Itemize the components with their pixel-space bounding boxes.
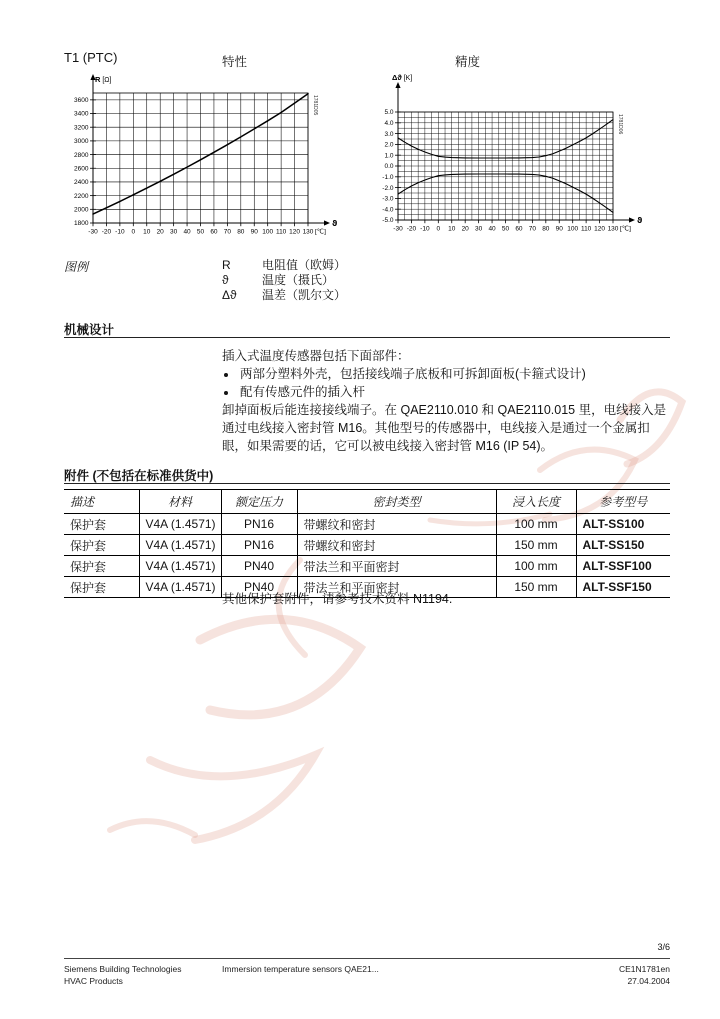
mechanical-paragraph: 卸掉面板后能连接接线端子。在 QAE2110.010 和 QAE2110.015 里，电线接入是通过电线接入密封管 M16。其他型号的传感器中，电线接入是通过一个金属扣眼，如果需要的话，它可以被电线接入密封管 M16 (IP 54)。	[222, 403, 667, 453]
table-cell: 带螺纹和密封	[297, 514, 496, 535]
x-axis-symbol: ϑ	[332, 219, 338, 228]
x-tick-label: 70	[528, 225, 536, 233]
y-tick-label: 2800	[74, 151, 89, 159]
table-cell: 150 mm	[496, 535, 576, 556]
x-tick-label: 0	[131, 228, 136, 236]
table-cell: PN16	[221, 514, 297, 535]
x-axis-arrow	[629, 217, 635, 222]
column-header: 浸入长度	[496, 490, 576, 514]
legend-symbol: Δϑ	[222, 288, 237, 302]
y-tick-label: -2.0	[382, 184, 394, 192]
table-row	[64, 535, 670, 556]
x-tick-label: 50	[196, 228, 205, 236]
y-tick-label: 1800	[74, 220, 89, 228]
section-rule	[64, 483, 670, 484]
accessories-heading: 附件 (不包括在标准供货中)	[64, 469, 214, 483]
legend-row	[222, 288, 346, 303]
x-tick-label: 100	[567, 225, 579, 233]
x-tick-label: 40	[183, 228, 191, 236]
y-tick-label: 3.0	[384, 130, 394, 138]
y-axis-arrow	[395, 82, 400, 88]
mechanical-intro: 插入式温度传感器包括下面部件：	[222, 349, 410, 363]
x-tick-label: -20	[101, 228, 112, 236]
accessories-note: 其他保护套附件，请参考技术资料 N1194.	[222, 592, 453, 606]
y-tick-label: 3000	[74, 138, 89, 146]
document-code: 1781D06	[617, 114, 623, 135]
reference-type-cell: ALT-SSF100	[576, 556, 670, 577]
x-tick-label: -30	[88, 228, 98, 236]
footer-date: 27.04.2004	[627, 976, 670, 986]
y-tick-label: 1.0	[384, 152, 394, 160]
table-cell: V4A (1.4571)	[139, 514, 221, 535]
reference-type-cell: ALT-SS100	[576, 514, 670, 535]
x-tick-label: 30	[475, 225, 483, 233]
table-cell: 保护套	[64, 556, 139, 577]
x-tick-label: 120	[289, 228, 300, 236]
y-tick-label: 2600	[74, 165, 89, 173]
table-cell: 保护套	[64, 577, 139, 598]
accessories-table	[64, 489, 670, 598]
mechanical-bullet-list	[222, 365, 672, 401]
table-cell: PN40	[221, 556, 297, 577]
y-tick-label: 5.0	[384, 109, 394, 117]
footer-doc-title: Immersion temperature sensors QAE21...	[222, 964, 379, 974]
accuracy-tolerance-chart	[378, 68, 670, 242]
mechanical-design-body	[222, 347, 672, 455]
legend-text: 温度（摄氏）	[262, 273, 335, 287]
y-tick-label: 2.0	[384, 141, 394, 149]
y-tick-label: -5.0	[382, 217, 394, 225]
table-cell: V4A (1.4571)	[139, 556, 221, 577]
table-cell: 100 mm	[496, 514, 576, 535]
y-tick-label: 0.0	[384, 163, 394, 171]
x-tick-label: 90	[250, 228, 258, 236]
reference-type-cell: ALT-SS150	[576, 535, 670, 556]
legend	[222, 258, 346, 303]
table-cell: V4A (1.4571)	[139, 535, 221, 556]
x-unit-label: [℃]	[620, 225, 631, 233]
x-tick-label: 10	[448, 225, 456, 233]
column-header: 额定压力	[221, 490, 297, 514]
x-tick-label: -10	[420, 225, 430, 233]
y-tick-label: 3600	[74, 97, 89, 105]
column-header: 材料	[139, 490, 221, 514]
table-header-row	[64, 490, 670, 514]
y-axis-label: Δϑ [K]	[392, 73, 413, 82]
x-tick-label: 20	[461, 225, 469, 233]
y-tick-label: -4.0	[382, 206, 394, 214]
reference-type-cell: ALT-SSF150	[576, 577, 670, 598]
x-axis-symbol: ϑ	[637, 216, 643, 225]
legend-text: 电阻值（欧姆）	[262, 258, 347, 272]
x-tick-label: 120	[594, 225, 605, 233]
table-cell: 150 mm	[496, 577, 576, 598]
footer-ref-number: CE1N1781en	[618, 964, 670, 974]
document-code: 1781D05	[312, 95, 318, 116]
table-cell: PN16	[221, 535, 297, 556]
x-tick-label: 90	[555, 225, 563, 233]
x-tick-label: 100	[262, 228, 274, 236]
table-cell: 100 mm	[496, 556, 576, 577]
table-row	[64, 514, 670, 535]
y-tick-label: 2000	[74, 206, 89, 214]
legend-heading: 图例	[64, 260, 89, 274]
x-tick-label: 60	[515, 225, 523, 233]
x-tick-label: 40	[488, 225, 496, 233]
legend-row	[222, 258, 346, 273]
x-tick-label: 0	[436, 225, 441, 233]
footer-company-line2: HVAC Products	[64, 976, 123, 986]
table-cell: 带螺纹和密封	[297, 535, 496, 556]
x-tick-label: 80	[237, 228, 245, 236]
mechanical-design-heading: 机械设计	[64, 323, 115, 337]
footer-doc-ref	[619, 963, 670, 987]
x-unit-label: [℃]	[315, 228, 326, 236]
y-tick-label: -1.0	[382, 174, 394, 181]
legend-symbol: R	[222, 258, 231, 272]
table-row	[64, 556, 670, 577]
x-tick-label: -10	[115, 228, 125, 236]
y-tick-label: 2200	[74, 192, 89, 200]
legend-text: 温差（凯尔文）	[262, 288, 347, 302]
table-cell: V4A (1.4571)	[139, 577, 221, 598]
mechanical-bullet: • 配有传感元件的插入杆	[238, 383, 672, 401]
column-header: 参考型号	[576, 490, 670, 514]
y-tick-label: 3200	[74, 124, 89, 132]
x-tick-label: 110	[275, 228, 287, 236]
footer-company	[64, 963, 182, 987]
table-cell: PN40	[221, 577, 297, 598]
y-tick-label: 2400	[74, 179, 89, 187]
mechanical-bullet: • 两部分塑料外壳，包括接线端子底板和可拆卸面板(卡箍式设计)	[238, 365, 672, 383]
characteristic-chart-title: 特性	[222, 55, 248, 69]
table-cell: 带法兰和平面密封	[297, 556, 496, 577]
table-cell: 保护套	[64, 514, 139, 535]
page-number: 3/6	[657, 942, 670, 952]
legend-symbol: ϑ	[222, 273, 229, 287]
x-tick-label: -30	[393, 225, 403, 233]
y-axis-label: R [Ω]	[95, 75, 112, 84]
x-tick-label: -20	[406, 225, 417, 233]
x-tick-label: 20	[156, 228, 164, 236]
resistance-characteristic-chart	[58, 68, 358, 242]
footer-rule	[64, 958, 670, 959]
x-tick-label: 10	[143, 228, 151, 236]
accuracy-chart-title: 精度	[455, 55, 481, 69]
y-tick-label: -3.0	[382, 195, 394, 203]
y-tick-label: 4.0	[384, 120, 394, 127]
x-tick-label: 60	[210, 228, 218, 236]
table-cell: 保护套	[64, 535, 139, 556]
footer-company-line1: Siemens Building Technologies	[64, 964, 182, 974]
x-axis-arrow	[324, 220, 330, 225]
legend-row	[222, 273, 346, 288]
x-tick-label: 50	[501, 225, 510, 233]
x-tick-label: 70	[223, 228, 231, 236]
table-cell: 带法兰和平面密封	[297, 577, 496, 598]
x-tick-label: 130	[302, 228, 314, 236]
x-tick-label: 80	[542, 225, 550, 233]
y-tick-label: 3400	[74, 110, 89, 118]
sensor-type-label: T1 (PTC)	[64, 50, 118, 65]
x-tick-label: 130	[607, 225, 619, 233]
column-header: 密封类型	[297, 490, 496, 514]
x-tick-label: 110	[580, 225, 592, 233]
x-tick-label: 30	[170, 228, 178, 236]
column-header: 描述	[64, 490, 139, 514]
section-rule	[64, 337, 670, 338]
